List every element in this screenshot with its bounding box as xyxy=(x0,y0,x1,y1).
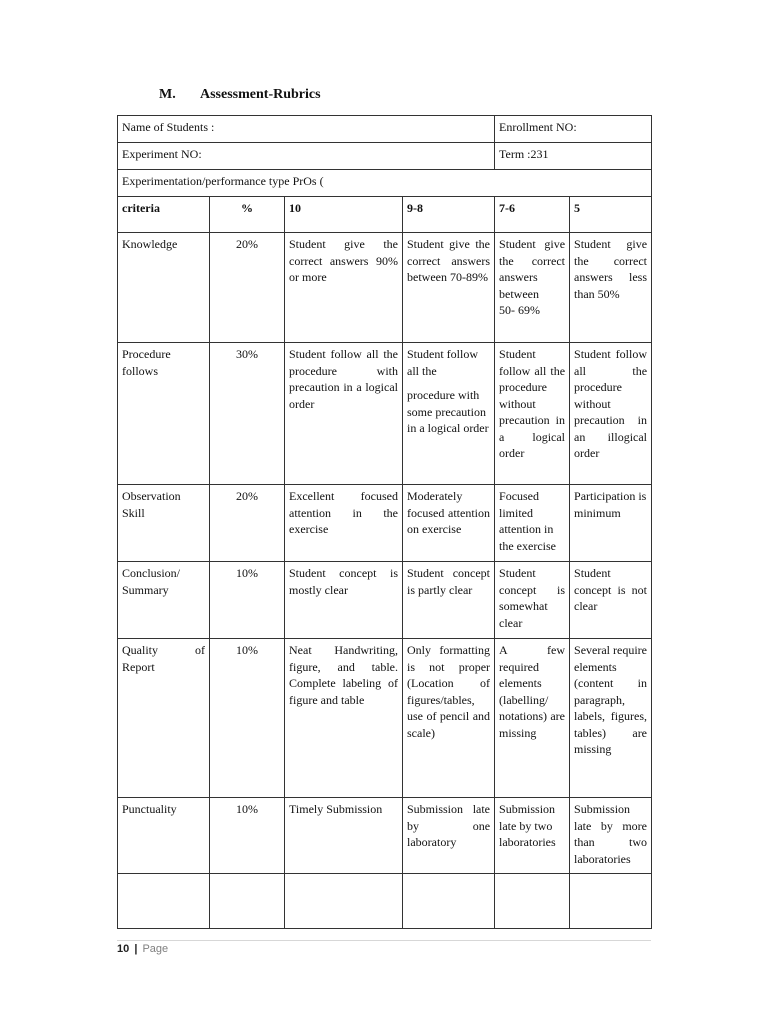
level-10-cell: Neat Handwriting, figure, and table. Complete labeling of figure and table xyxy=(285,639,403,798)
rubric-row-conclusion xyxy=(118,562,652,639)
header-level-9-8: 9-8 xyxy=(403,197,495,233)
weight-cell: 20% xyxy=(210,485,285,562)
assessment-rubric-table xyxy=(117,115,652,929)
weight-cell: 10% xyxy=(210,562,285,639)
experiment-no-cell: Experiment NO: xyxy=(118,143,495,170)
header-level-5: 5 xyxy=(570,197,652,233)
blank-cell xyxy=(495,874,570,929)
level-10-cell: Student give the correct answers 90% or more xyxy=(285,233,403,343)
level-7-6-range: 50- 69% xyxy=(499,303,541,317)
performance-type-cell: Experimentation/performance type PrOs ( xyxy=(118,170,652,197)
criteria-cell: Conclusion/ Summary xyxy=(118,562,210,639)
header-percent: % xyxy=(210,197,285,233)
weight-cell: 30% xyxy=(210,343,285,485)
level-10-cell: Student concept is mostly clear xyxy=(285,562,403,639)
rubric-header-row xyxy=(118,197,652,233)
level-9-8-cell: Moderately focused attention on exercise xyxy=(403,485,495,562)
criteria-cell: Quality of Report xyxy=(118,639,210,798)
level-9-8-cell: Student concept is partly clear xyxy=(403,562,495,639)
level-7-6-cell: A few required elements (labelling/ notations) are missing xyxy=(495,639,570,798)
section-title: Assessment-Rubrics xyxy=(200,87,321,102)
criteria-cell: Knowledge xyxy=(118,233,210,343)
level-10-cell: Student follow all the procedure with precaution in a logical order xyxy=(285,343,403,485)
name-of-students-cell: Name of Students : xyxy=(118,116,495,143)
criteria-cell: Observation Skill xyxy=(118,485,210,562)
level-7-6-text: Student give the correct answers between xyxy=(499,237,566,301)
page-separator: | xyxy=(134,943,138,955)
blank-cell xyxy=(285,874,403,929)
header-criteria: criteria xyxy=(118,197,210,233)
rubric-row-punctuality xyxy=(118,798,652,874)
level-9-8-cell: Only formatting is not proper (Location of figures/tables, use of pencil and scale) xyxy=(403,639,495,798)
level-9-8-text-cont: procedure with some precaution in a logical order xyxy=(407,388,489,435)
level-5-cell: Student concept is not clear xyxy=(570,562,652,639)
criteria-cell: Punctuality xyxy=(118,798,210,874)
blank-cell xyxy=(403,874,495,929)
section-heading xyxy=(159,87,321,103)
weight-cell: 20% xyxy=(210,233,285,343)
weight-cell: 10% xyxy=(210,798,285,874)
level-7-6-cell: Submission late by two laboratories xyxy=(495,798,570,874)
term-cell: Term :231 xyxy=(495,143,652,170)
level-5-cell: Student follow all the procedure without precaution in an illogical order xyxy=(570,343,652,485)
rubric-row-knowledge xyxy=(118,233,652,343)
level-5-cell: Participation is minimum xyxy=(570,485,652,562)
level-5-cell: Submission late by more than two laboratories xyxy=(570,798,652,874)
page-footer xyxy=(117,943,168,955)
criteria-cell: Procedure follows xyxy=(118,343,210,485)
level-7-6-cell xyxy=(495,233,570,343)
page-label: Page xyxy=(142,943,169,955)
level-7-6-cell: Student follow all the procedure without precaution in a logical order xyxy=(495,343,570,485)
rubric-row-blank xyxy=(118,874,652,929)
blank-cell xyxy=(210,874,285,929)
page-number: 10 xyxy=(117,943,130,955)
info-row-name xyxy=(118,116,652,143)
section-number: M. xyxy=(159,87,176,102)
level-10-cell: Excellent focused attention in the exercise xyxy=(285,485,403,562)
blank-cell xyxy=(118,874,210,929)
level-9-8-cell: Student give the correct answers between 70-89% xyxy=(403,233,495,343)
level-9-8-text: Student follow all the xyxy=(407,347,478,378)
blank-cell xyxy=(570,874,652,929)
weight-cell: 10% xyxy=(210,639,285,798)
level-9-8-cell xyxy=(403,343,495,485)
rubric-row-quality xyxy=(118,639,652,798)
level-5-cell: Several require elements (content in paragraph, labels, figures, tables) are missing xyxy=(570,639,652,798)
rubric-row-observation xyxy=(118,485,652,562)
enrollment-cell: Enrollment NO: xyxy=(495,116,652,143)
level-9-8-cell: Submission late by one laboratory xyxy=(403,798,495,874)
info-row-type xyxy=(118,170,652,197)
header-level-7-6: 7-6 xyxy=(495,197,570,233)
footer-divider xyxy=(117,940,651,941)
level-10-cell: Timely Submission xyxy=(285,798,403,874)
rubric-row-procedure xyxy=(118,343,652,485)
header-level-10: 10 xyxy=(285,197,403,233)
level-7-6-cell: Focused limited attention in the exercise xyxy=(495,485,570,562)
level-5-cell: Student give the correct answers less than 50% xyxy=(570,233,652,343)
info-row-experiment xyxy=(118,143,652,170)
level-7-6-cell: Student concept is somewhat clear xyxy=(495,562,570,639)
